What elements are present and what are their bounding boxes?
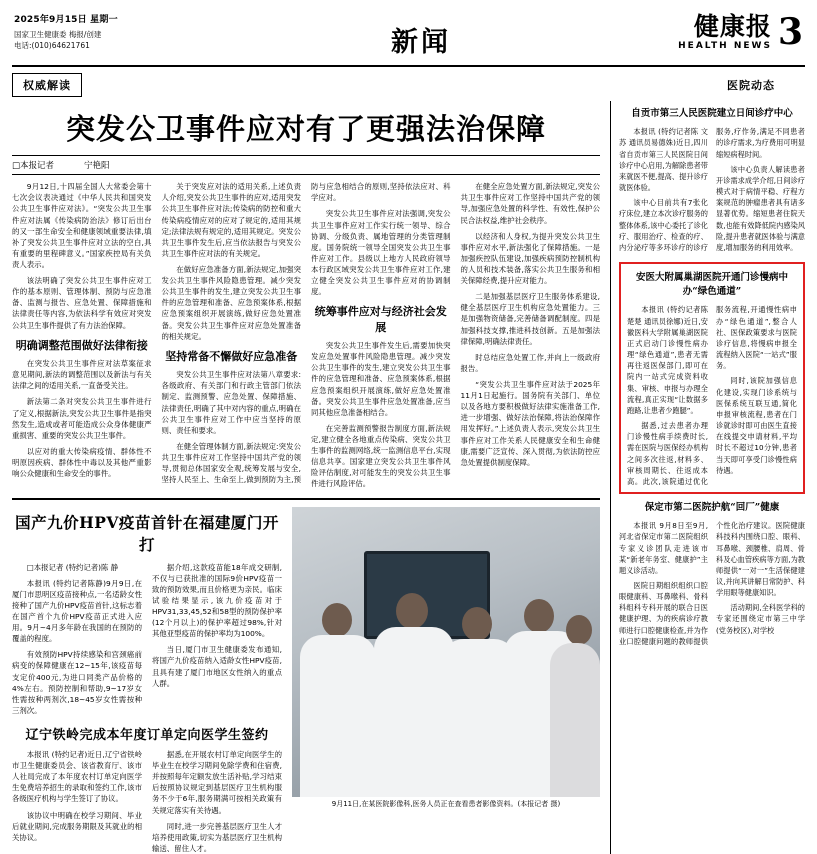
rc-item3-body [619, 520, 805, 647]
highlight-paragraph: 本报讯 (特约记者陈楚楚 通讯员徐娜)近日,安徽医科大学附属巢湖医院正式启动门诊慢性病办理“绿色通道”,患者无需再往返医保部门,即可在院内一站式完成资料收集、审核、申报与办理全流程,真正实现“让数据多跑路,让患者少跑腿”。 [627, 305, 708, 415]
highlight-article [619, 262, 805, 494]
lead-paragraph: 突发公共卫生事件发生后,需要加快突发应急处置事件风险隐患管理。减少突发公共卫生事件的发生,建立突发公共卫生事件的应急管理和准备、应急预案体系,根据应急预案组织开展演练,做好应急处置准备。突发公共卫生事件应急处置准备,应当同其他应急准备相结合。 [311, 341, 451, 417]
masthead-brand [618, 11, 803, 54]
photo-person-body [550, 643, 600, 797]
lead-paragraph: 以经济和人身权,为提升突发公共卫生事件应对水平,新法强化了保障措施。一是加强疾控队伍建设,加强疾病预防控制机构的人员和技术装备,落实公共卫生服务和相关保障经费,提升应对能力。 [460, 231, 600, 286]
article2-paragraph: 当日,厦门市卫生健康委发布通知,将国产九价疫苗纳入适龄女性HPV疫苗,且具有建了厦门市地区女性纳入的重点人群。 [152, 645, 282, 688]
section-tag-row [12, 73, 805, 101]
article3-paragraph: 该协议中明确在校学习期间、毕业后就业期间,完成服务期限及其就业的相关协议。 [12, 810, 142, 842]
section-title: 新闻 [391, 27, 451, 58]
highlight-paragraph: 同时,该院加强信息化建设,实现门诊系统与医保系统互联互通,简化申报审核流程,患者在门诊就诊时即可由医生直接在线提交申请材料,平均时长不超过10分钟,患者当天即可享受门诊慢性病待遇。 [716, 376, 797, 475]
phone-line: 电话:(010)64621761 [14, 40, 90, 50]
highlight-body [627, 304, 797, 487]
brand-block [678, 14, 772, 51]
publication-date: 2025年9月15日 星期一 [14, 15, 118, 25]
lead-paragraph: 突发公共卫生事件应对法第八章要求:各级政府、有关部门和行政主管部门依法制定、监测预警、应急处置、保障措施、法律责任,明确了其中对内容的重点,明确在公共卫生事件应对工作中应当坚持的原则、责任和要求。 [161, 370, 301, 435]
masthead-center [224, 14, 618, 59]
lead-paragraph: 在突发公共卫生事件应对法草案征求意见期间,新法的调整范围以及新法与有关法律之间的适用关系,一直备受关注。 [12, 359, 152, 391]
article2-byline: □本报记者 (特约记者)陈 静 [26, 562, 119, 572]
photo-person-head [322, 603, 352, 637]
brand-name-en: HEALTH NEWS [678, 41, 772, 51]
lower-right-photo [292, 507, 600, 854]
lead-paragraph: 在健全管理体制方面,新法规定:突发公共卫生事件应对工作坚持中国共产党的领导,贯彻总体国家安全观,统筹发展与安全,坚持人民至上、生命至上,做到预防为主,预防与应急相结合的原则,坚持依法应对、科学应对。 [161, 182, 451, 485]
news-photo [292, 507, 600, 797]
masthead-info [14, 14, 224, 52]
right-zone [610, 101, 805, 854]
page-body [12, 101, 805, 854]
lead-paragraph: 突发公共卫生事件应对法强调,突发公共卫生事件应对工作实行统一领导、综合协调、分级负责、属地管理的分类管理制度。国务院统一领导全国突发公共卫生事件应对工作。县级以上地方人民政府领导本行政区域突发公共卫生事件应对工作,建立健全突发公共卫生事件应对的协调制度。 [311, 209, 451, 297]
lead-paragraph: 9月12日,十四届全国人大常委会第十七次会议表决通过《中华人民共和国突发公共卫生事件应对法》。“突发公共卫生事件应对法属《传染病防治法》修订后出台的又一部生命安全和健康领域重要法律,填补了突发公共卫生事件应对立法的空白,具有重要的里程碑意义。”国家疾控局有关负责人表示。 [12, 182, 152, 270]
photo-person-head [462, 607, 492, 641]
lead-subhead-a: 明确调整范围做好法律衔接 [15, 338, 148, 352]
brand-name-cn: 健康报 [693, 12, 772, 41]
section-divider [12, 498, 600, 500]
masthead [12, 10, 805, 67]
photo-person-head [524, 599, 554, 633]
section-tag-left: 权威解读 [12, 73, 82, 97]
left-zone [12, 101, 600, 854]
article3-paragraph: 本报讯 (特约记者)近日,辽宁省铁岭市卫生健康委员会、该省教育厅、该市人社局完成了本年度农村订单定向医学生免费培养招生的录取和签约工作,该市各级医疗机构与学生签订了协议。 [12, 749, 142, 804]
lead-paragraph: 以应对的重大传染病疫情、群体性不明原因疾病、群体性中毒以及其他严重影响公众健康和生命安全的事件。 [12, 446, 152, 479]
photo-person-body [300, 635, 376, 797]
photo-caption: 9月11日,在某医院影像科,医务人员正在查看患者影像资料。(本报记者 摄) [331, 799, 561, 808]
article2-title: 国产九价HPV疫苗首针在福建厦门开打 [15, 512, 279, 554]
lead-paragraph: “突发公共卫生事件应对法于2025年11月1日起施行。国务院有关部门、单位以及各地方要积极做好法律实施准备工作,进一步增强、做好法治保障,将法治保障作用发挥好。”上述负责人表示,突发公共卫生事件应对工作关系人民健康安全和生命健康,需要广泛宣传、深入贯彻,为依法防控应急处置提供制度保障。 [460, 380, 600, 467]
lead-body-columns [12, 181, 600, 489]
lead-subhead-c: 统筹事件应对与经济社会发展 [314, 305, 447, 334]
rc-item3-title: 保定市第二医院护航“回厂”健康 [644, 501, 780, 513]
lead-byline [12, 155, 600, 175]
lower-section [12, 507, 600, 854]
lead-headline: 突发公卫事件应对有了更强法治保障 [65, 112, 546, 146]
article2-paragraph: 据介绍,这款疫苗能18年成交研制,不仅与已获批准的国际9价HPV疫苗一致的预防效果,而且价格更为亲民。临床试验结果显示,该九价疫苗对于HPV31,33,45,52和58型的预防保护率(12个月以上)的保护率超过98%,针对其他亚型疫苗的保护率均为100%。 [152, 562, 282, 639]
section-tag-right: 医院动态 [727, 79, 775, 92]
rc-paragraph: 本报讯 (特约记者陈 文苏 通讯员易德姝)近日,四川省自贡市第三人民医院日间诊疗中心启用,为解除患者带来就医不便,提高、提升诊疗就医体验。 [619, 127, 708, 193]
byline-name: 宁艳阳 [84, 161, 110, 172]
lead-paragraph: 在做好应急准备方面,新法规定,加强突发公共卫生事件风险隐患管理。减少突发公共卫生事件的发生,建立突发公共卫生事件的应急管理和准备、应急预案体系,根据应急预案组织开展演练,做好应急处置准备。突发公共卫生事件应对应急处置准备的相关规定。 [161, 265, 301, 341]
page-number: 3 [777, 11, 803, 54]
article3-paragraph: 同时,进一步完善基层医疗卫生人才培养使用政策,切实为基层医疗卫生机构输送、留住人才。 [152, 821, 282, 853]
photo-person-head [566, 615, 592, 645]
rc-paragraph: 该中心负责人解读患者开诊需求成学介绍,日间诊疗模式对于病情平稳、疗程方案规范的肿瘤患者具有诸多显著优势。缩短患者住院天数,也能有效降低院内感染风险,提升患者就医体验与满意度,增加服务的利用效率。 [716, 164, 805, 252]
lead-subhead-b: 坚持常备不懈做好应急准备 [165, 349, 298, 363]
lead-paragraph: 新法第二条对突发公共卫生事件进行了定义,根据新法,突发公共卫生事件是指突然发生,造成或者可能造成公众身体健康严重损害、重要的突发公共卫生事件。 [12, 397, 152, 440]
article3-title: 辽宁铁岭完成本年度订单定向医学生签约 [25, 727, 269, 743]
article2-body [12, 562, 282, 716]
lower-left-articles [12, 507, 282, 854]
lead-paragraph: 二是加强基层医疗卫生服务体系建设,健全基层医疗卫生机构应急处置能力。三是加强物资储备,完善储备调配制度。四是加强科技支撑,推进科技创新。五是加强法律保障,明确法律责任。 [460, 292, 600, 346]
lead-paragraph: 该法明确了突发公共卫生事件应对工作的基本原则、管理体制、预防与应急准备、监测与报告、应急处置、保障措施和法律责任等内容,为依法科学有效应对突发公共卫生事件提供了有力法治保障。 [12, 276, 152, 330]
lead-paragraph: 在完善监测预警报告制度方面,新法规定,建立健全各地重点传染病、突发公共卫生事件的监测网络,统一监测信息平台,实现信息共享。国家建立突发公共卫生事件风险评估制度,对可能发生的突发公共卫生事件进行风险评估。 [311, 423, 451, 489]
lead-paragraph: 在健全应急处置方面,新法规定,突发公共卫生事件应对工作坚持中国共产党的领导,加强应急处置的科学性、有效性,保护公民合法权益,维护社会秩序。 [460, 182, 600, 225]
rc-paragraph: 活动期间,全科医学科的专家还围绕定市第三中学(党务校区),对学校 [716, 603, 805, 635]
rc-paragraph: 本报讯 9月8日至9月,河北省保定市第二医院组织专家义诊团队走进该市某“新老年务室、健康护”主题义诊活动。 [619, 521, 708, 575]
publisher-line: 国家卫生健康委 梅报/创建 [14, 30, 102, 40]
article3-body [12, 749, 282, 854]
lead-paragraph: 时总结应急处置工作,并向上一级政府报告。 [460, 352, 600, 373]
photo-person-head [396, 593, 428, 629]
rc-paragraph: 该中心目前共有7张化疗床位,建立本次诊疗服务的整体体系,该中心委托了诊化疗、服用治疗、检查的疗、内分泌疗等多环诊疗的诊疗服务,疗作务,满足不同患者的诊疗需求,为疗费用可明显缩短病程时间。 [619, 127, 805, 252]
highlight-title: 安医大附属巢湖医院开通门诊慢病中办“绿色通道” [635, 271, 788, 298]
rc-item1-body [619, 126, 805, 255]
rc-paragraph: 医院日期组织组织口腔眼健康科、耳鼻喉科、骨科科组科专科开展的联合日医健康护理、为的疾病诊疗教师进行口腔健康检查,并为作业口腔健康问题的教师提供个性化治疗建议。医院健康科技科内围绕口腔、眼科、耳鼻喉、颈腰椎、肩周、骨科及心血管疾病等方面,为教师提供“一对一”生活保健建议,并向其讲解日常防护、科学用眼等健康知识。 [619, 521, 805, 646]
lead-paragraph: 关于突发应对法的适用关系,上述负责人介绍,突发公共卫生事件的应对,适用突发公共卫生事件应对法;传染病的防控和重大传染病疫情应对的应对了规定的,适用其规定;法律法规有规定的,适用其规定。突发公共卫生事件发生后,应当依法报告与突发公共卫生事件应对法的有关规定。 [161, 182, 301, 258]
article2-paragraph: 有效预防HPV持续感染和宫颈癌前病变的保障健康在12~15年,该疫苗每支定价400元,为进口同类产品价格的4%左右。预防控制和帮助,9~17岁女性需按种两剂次,18~45岁女性需按种三剂次。 [12, 650, 142, 715]
highlight-paragraph: 据悉,过去患者办理门诊慢性病手续费时长,需在医院与医保经办机构之间多次往返,材料多、审核周期长、往返成本高。此次,该院通过优化服务流程,开通慢性病申办“绿色通道”,整合人社、医保政策要求与医院诊疗信息,将慢病申报全流程纳入医院“一站式”服务。 [627, 305, 797, 486]
byline-label: □本报记者 [12, 161, 55, 172]
article3-paragraph: 据悉,在开展农村订单定向医学生的毕业生在校学习期间免除学费和住宿费,并按照每年定额发放生活补贴,学习结束后按照协议规定到基层医疗卫生机构服务不少于6年,服务期满可按相关政策有关规定落实有关待遇。 [152, 749, 282, 815]
rc-item1-title: 自贡市第三人民医院建立日间诊疗中心 [631, 108, 793, 119]
article2-paragraph: 本报讯 (特约记者陈静)9月9日,在厦门市思明区疫苗接种点,一名适龄女性接种了国产九价HPV疫苗首针,这标志着在国产首个九价HPV疫苗正式进入应用。9月~4月多年龄在我国的在预防的覆盖的程度。 [12, 578, 142, 644]
